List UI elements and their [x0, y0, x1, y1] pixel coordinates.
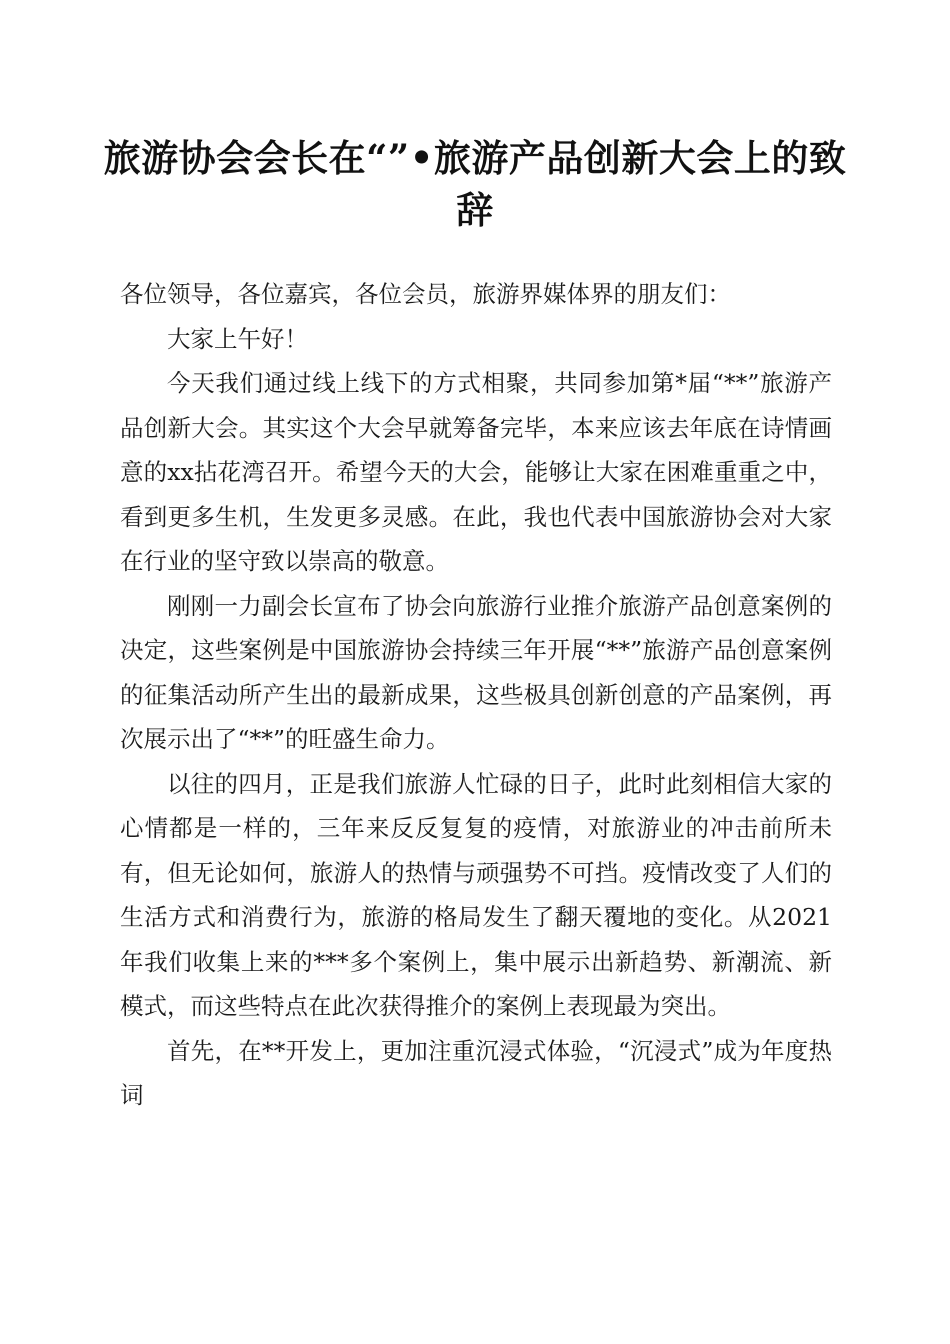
paragraph: 以往的四月，正是我们旅游人忙碌的日子，此时此刻相信大家的心情都是一样的，三年来反反复复的疫情，对旅游业的冲击前所未有，但无论如何，旅游人的热情与顽强势不可挡。疫情改变了人们的生活方式和消费行为，旅游的格局发生了翻天覆地的变化。从2021年我们收集上来的***多个案例上，集中展示出新趋势、新潮流、新模式，而这些特点在此次获得推介的案例上表现最为突出。 [120, 769, 832, 1020]
document-title: 旅游协会会长在“”•旅游产品创新大会上的致辞 [103, 136, 847, 232]
paragraph: 刚刚一力副会长宣布了协会向旅游行业推介旅游产品创意案例的决定，这些案例是中国旅游协会持续三年开展“**”旅游产品创意案例的征集活动所产生出的最新成果，这些极具创新创意的产品案例，再次展示出了“**”的旺盛生命力。 [120, 591, 832, 753]
paragraph: 今天我们通过线上线下的方式相聚，共同参加第*届“**”旅游产品创新大会。其实这个大会早就筹备完毕，本来应该去年底在诗情画意的xx拈花湾召开。希望今天的大会，能够让大家在困难重重之中，看到更多生机，生发更多灵感。在此，我也代表中国旅游协会对大家在行业的坚守致以崇高的敬意。 [120, 369, 832, 575]
document-body [120, 272, 832, 1118]
paragraph-greeting: 大家上午好！ [167, 324, 308, 353]
paragraph: 首先，在**开发上，更加注重沉浸式体验，“沉浸式”成为年度热词 [120, 1036, 832, 1109]
salutation: 各位领导，各位嘉宾，各位会员，旅游界媒体界的朋友们： [120, 280, 731, 308]
